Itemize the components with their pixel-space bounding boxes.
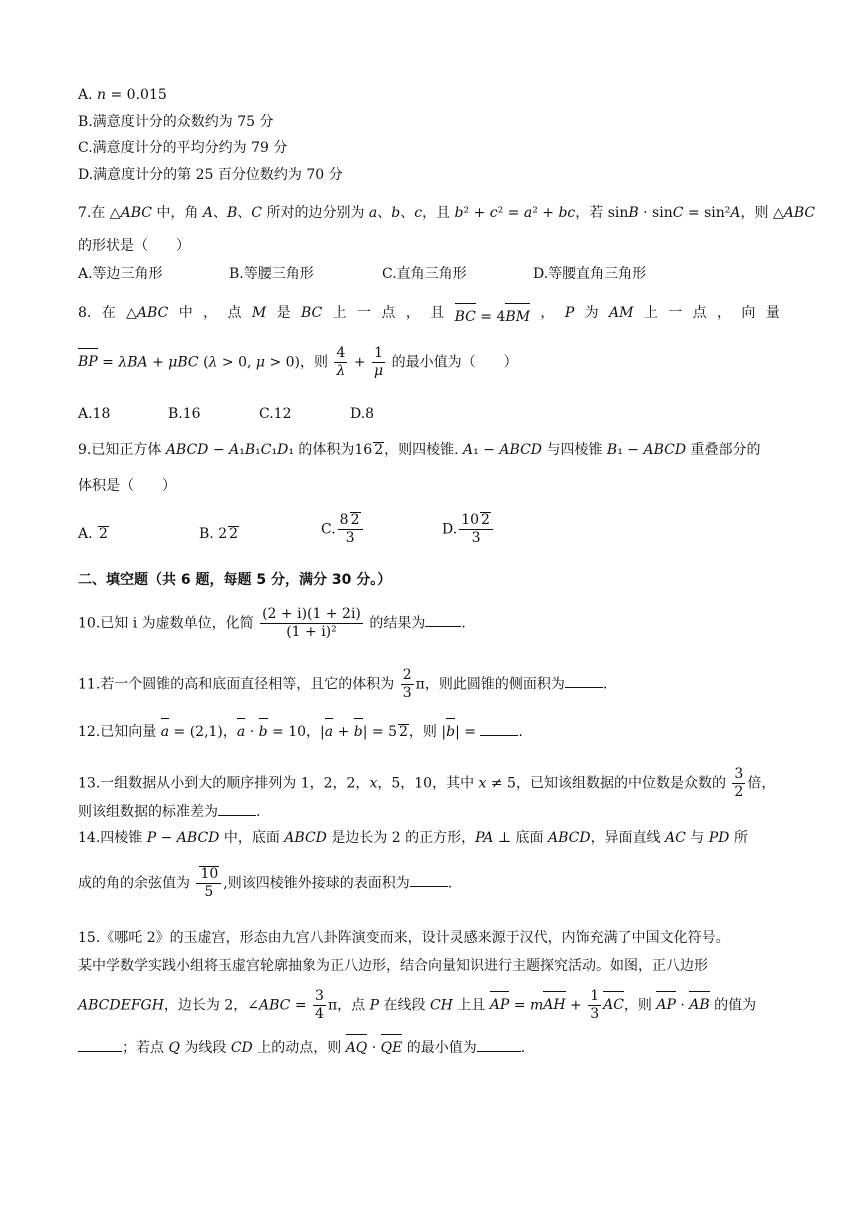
q9-option-d: D. $\frac{10 2}{3}$ <box>442 512 495 547</box>
q9-option-a: A. 2 <box>78 526 108 542</box>
q8-line1: 8. 在 △ABC 中 ， 点 M 是 BC 上 一 点 ， 且 BC = 4BM ， P 为 AM 上 一 点 ， 向 量 <box>78 305 780 325</box>
q11: 11.若一个圆锥的高和底面直径相等，且它的体积为 $\frac{2}{3}$ π，则此圆锥的侧面积为 . <box>78 667 608 701</box>
q13-line2: 则该组数据的标准差为 . <box>78 804 261 820</box>
q8-option-a: A.18 <box>78 406 111 422</box>
q10: 10.已知 i 为虚数单位，化简 $\frac{(2 + i)(1 + 2i)}{\text{(1 + i)²}}$ 的结果为 . <box>78 606 466 640</box>
q6-option-a: A. n = 0.015 <box>78 87 167 103</box>
section-heading: 二、填空题（共 6 题，每题 5 分，满分 30 分。） <box>78 572 392 588</box>
q9-line1: 9.已知正方体 ABCD − A₁B₁C₁D₁ 的体积为16 2，则四棱锥. A₁ − ABCD 与四棱锥 B₁ − ABCD 重叠部分的 <box>78 442 761 458</box>
q8-option-b: B.16 <box>168 406 201 422</box>
q15-line3: ABCDEFGH，边长为 2，∠ABC = $\frac{3}{4}$ π，点 P 在线段 CH 上且 AP = mAH + $\frac{1}{3}$ AC，则 AP · AB 的值为 <box>78 988 757 1022</box>
q15-line2: 某中学数学实践小组将玉虚宫轮廓抽象为正八边形，结合向量知识进行主题探究活动。如图，正八边形 <box>78 958 708 974</box>
q7-line1: 7.在 △ABC 中，角 A、B、C 所对的边分别为 a、b、c，且 b² + c² = a² + bc，若 sinB · sinC = sin²A，则 △ABC <box>78 205 816 221</box>
q15-line4: ；若点 Q 为线段 CD 上的动点，则 AQ · QE 的最小值为 . <box>78 1034 525 1058</box>
q6-option-d: D.满意度计分的第 25 百分位数约为 70 分 <box>78 167 343 183</box>
q8-line2: BP = λBA + μBC (λ > 0, μ > 0)，则 $\frac{4}{\lambda}$ + $\frac{1}{\mu}$ 的最小值为（ ） <box>78 345 518 379</box>
q7-option-b: B.等腰三角形 <box>229 266 314 282</box>
q15-line1: 15.《哪吒 2》的玉虚宫，形态由九宫八卦阵演变而来，设计灵感来源于汉代，内饰充满了中国文化符号。 <box>78 930 730 946</box>
q7-line2: 的形状是（ ） <box>78 238 190 254</box>
q13-line1: 13.一组数据从小到大的顺序排列为 1，2，2，x，5，10，其中 x ≠ 5，已知该组数据的中位数是众数的 $\frac{3}{2}$ 倍， <box>78 766 776 800</box>
q8-option-c: C.12 <box>259 406 292 422</box>
q14-line1: 14.四棱锥 P − ABCD 中，底面 ABCD 是边长为 2 的正方形，PA ⊥ 底面 ABCD，异面直线 AC 与 PD 所 <box>78 830 748 846</box>
q9-line2: 体积是（ ） <box>78 478 176 494</box>
q9-option-c: C. $\frac{8 2}{3}$ <box>321 512 365 547</box>
q7-option-c: C.直角三角形 <box>382 266 467 282</box>
q8-option-d: D.8 <box>350 406 375 422</box>
q6-option-c: C.满意度计分的平均分约为 79 分 <box>78 140 288 156</box>
q7-option-d: D.等腰直角三角形 <box>533 266 647 282</box>
q12: 12.已知向量 a = (2,1)，a · b = 10，|a + b| = 5 2，则 |b| = . <box>78 718 523 742</box>
q7-option-a: A.等边三角形 <box>78 266 163 282</box>
q6-option-b: B.满意度计分的众数约为 75 分 <box>78 114 274 130</box>
q14-line2: 成的角的余弦值为 $\frac{10}{5}$ ,则该四棱锥外接球的表面积为 . <box>78 866 453 900</box>
q9-option-b: B. 2 2 <box>199 526 239 542</box>
